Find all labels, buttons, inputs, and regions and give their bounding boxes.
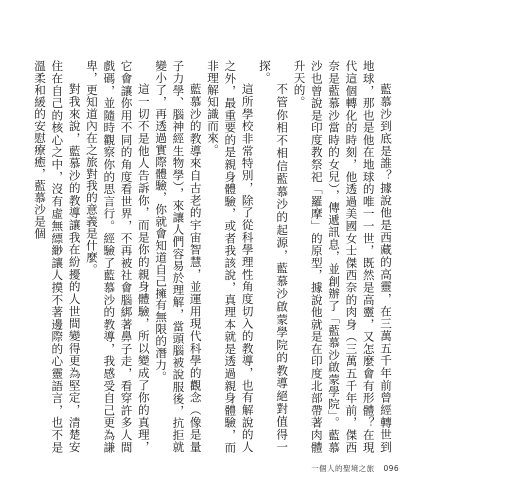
paragraph: 這所學校非常特別，除了從科學理性角度切入的教導，也有解說的人之外，最重要的是親身體驗，或者我該說，真理本就是透過親身體驗，而非理解知識而來。 (206, 60, 255, 453)
paragraph: 不管你相不相信藍慕沙的起源，藍慕沙啟蒙學院的教導絕對值得一探。 (257, 60, 290, 453)
paragraph: 藍慕沙的教導來自古老的宇宙智慧，並運用現代科學的觀念（像是量子力學、腦神經生物學），來讓人們容易於理解，當頭腦被說服後，抗拒就變小了，再透過實際體驗，你就會知道自己擁有無限的潛力。 (154, 60, 203, 453)
body-text (33, 60, 394, 453)
paragraph: 對我來說，藍慕沙的教導讓我在紛擾的人世間變得更為堅定，清楚安住在自己的核心之中，沒有虛無縹緲讓人摸不著邊際的心靈語言，也不是溫柔和緩的安慰療癒，藍慕沙是個 (33, 60, 82, 453)
paragraph: 藍慕沙到底是誰？據說他是西藏的高靈，在三萬五千年前曾經轉世到地球，那也是他在地球的唯一一世，既然是高靈，又怎麼會有形體？在現代這個轉化的時刻，他透過美國女士傑西奈的肉身（三萬五千年前，傑西奈是藍慕沙當時的女兒），傳遞訊息，並創辦了「藍慕沙啟蒙學院」。藍慕沙也曾說是印度教祭祀「羅摩」的原型，據說他就是在印度北部帶著肉體升天的。 (292, 60, 393, 453)
paragraph: 這一切不是他人告訴你，而是你的親身體驗，所以變成了你的真理，它會讓你用不同的角度看世界，不再被社會腦綁著鼻子走，看穿許多人間戲碼，並隨時觀察你的思言行。經驗了藍慕沙的教導，我感受自己更為謙卑，更知道內在之旅對我的意義是什麼。 (84, 60, 151, 453)
running-title: 一個人的聖境之旅 (311, 464, 375, 473)
page-number: 096 (383, 464, 399, 473)
page-footer (311, 463, 399, 474)
